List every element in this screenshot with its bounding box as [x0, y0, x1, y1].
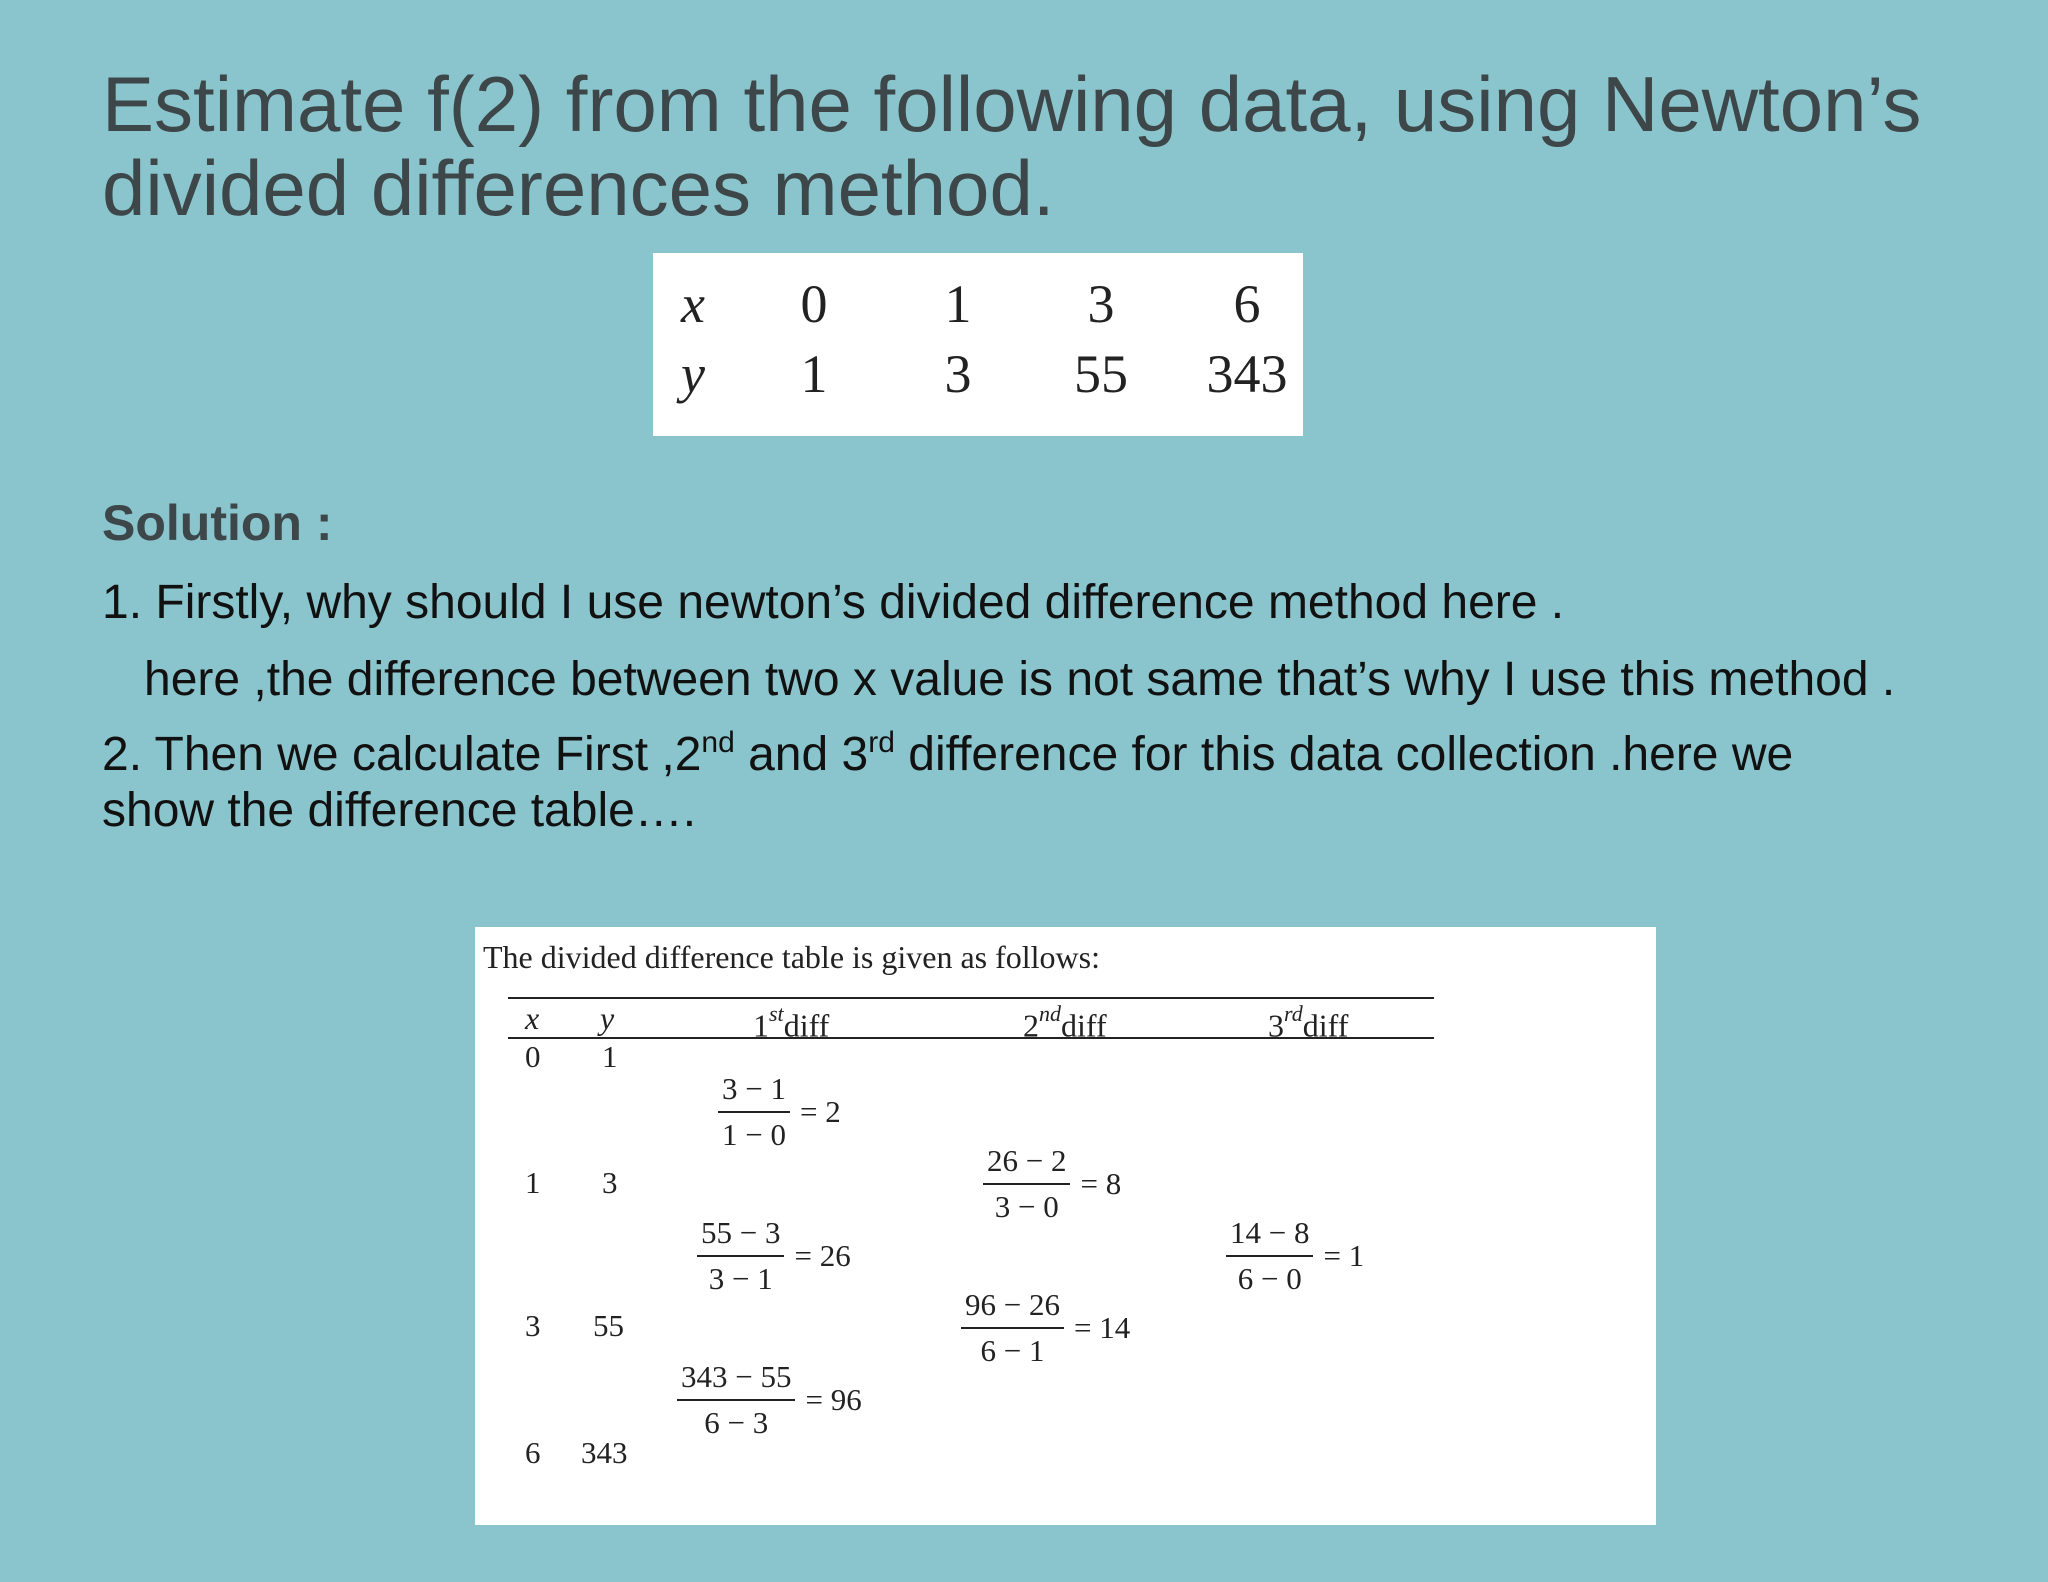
x-value: 1 [944, 274, 972, 334]
second-diff-fraction [983, 1143, 1121, 1225]
header-ordinal-suffix: rd [1284, 1001, 1303, 1026]
result: = 2 [799, 1094, 841, 1129]
third-diff-fraction [1226, 1215, 1364, 1297]
ordinal-suffix: rd [868, 726, 895, 759]
row-y: 3 [602, 1165, 618, 1200]
denominator: 6 − 0 [1237, 1261, 1302, 1296]
numerator: 96 − 26 [961, 1287, 1064, 1329]
denominator: 1 − 0 [722, 1117, 786, 1152]
numerator: 55 − 3 [697, 1215, 784, 1257]
step-2-line2: show the difference table…. [102, 784, 697, 837]
result: = 14 [1073, 1310, 1131, 1345]
second-diff-fraction [961, 1287, 1130, 1369]
header-diff-word: diff [1302, 1007, 1349, 1044]
row-y: 1 [602, 1039, 618, 1074]
x-value: 3 [1087, 274, 1115, 334]
header-third-diff [1268, 999, 1348, 1045]
solution-heading: Solution : [102, 495, 333, 551]
result: = 26 [794, 1238, 851, 1273]
header-ordinal: 2 [1023, 1007, 1039, 1044]
y-value: 1 [800, 344, 828, 404]
y-value: 3 [944, 344, 972, 404]
step-2-part: difference for this data collection .here we [894, 728, 1794, 781]
step-2-text [102, 726, 1794, 837]
header-diff-word: diff [1061, 1007, 1107, 1044]
first-diff-fraction [697, 1215, 851, 1297]
first-diff-fraction [718, 1071, 841, 1153]
header-x: x [525, 1000, 540, 1036]
header-ordinal: 3 [1268, 1007, 1284, 1044]
slide-title-line1: Estimate f(2) from the following data, using Newton’s [102, 60, 1922, 148]
x-label: x [681, 274, 705, 334]
table-caption: The divided difference table is given as follows: [483, 939, 1100, 975]
ordinal-suffix: nd [701, 726, 735, 759]
header-second-diff [1023, 999, 1107, 1045]
header-diff-word: diff [783, 1007, 830, 1044]
y-label: y [681, 344, 705, 404]
row-x: 3 [525, 1308, 541, 1343]
row-y: 55 [593, 1308, 624, 1343]
numerator: 14 − 8 [1226, 1215, 1313, 1257]
header-y: y [600, 1000, 615, 1036]
row-x: 0 [525, 1039, 541, 1074]
result: = 1 [1323, 1238, 1365, 1273]
first-diff-fraction [677, 1359, 862, 1441]
numerator: 343 − 55 [677, 1359, 795, 1401]
header-first-diff [753, 999, 829, 1045]
result: = 8 [1080, 1166, 1122, 1201]
row-y: 343 [581, 1435, 628, 1470]
slide-title-line2: divided differences method. [102, 144, 1055, 232]
x-value: 0 [800, 274, 828, 334]
step-1-reason: here ,the difference between two x value is not same that’s why I use this method . [144, 653, 1896, 706]
numerator: 26 − 2 [983, 1143, 1070, 1185]
result: = 96 [805, 1382, 862, 1417]
denominator: 6 − 3 [704, 1405, 769, 1440]
step-1-text: 1. Firstly, why should I use newton’s divided difference method here . [102, 576, 1565, 629]
slide-title [102, 62, 2002, 230]
x-value: 6 [1233, 274, 1261, 334]
y-value: 343 [1206, 344, 1288, 404]
divided-difference-table [475, 927, 1656, 1525]
y-row [653, 339, 1303, 409]
header-ordinal-suffix: nd [1039, 1001, 1061, 1026]
header-ordinal-suffix: st [769, 1001, 784, 1026]
row-x: 1 [525, 1165, 541, 1200]
denominator: 6 − 1 [980, 1333, 1045, 1368]
x-row [653, 269, 1303, 339]
row-x: 6 [525, 1435, 541, 1470]
given-data-table [653, 253, 1303, 436]
y-value: 55 [1074, 344, 1128, 404]
step-2-part: and 3 [734, 728, 869, 781]
step-2-part: 2. Then we calculate First ,2 [102, 728, 702, 781]
numerator: 3 − 1 [718, 1071, 790, 1113]
header-ordinal: 1 [753, 1007, 769, 1044]
denominator: 3 − 0 [994, 1189, 1059, 1224]
denominator: 3 − 1 [708, 1261, 773, 1296]
